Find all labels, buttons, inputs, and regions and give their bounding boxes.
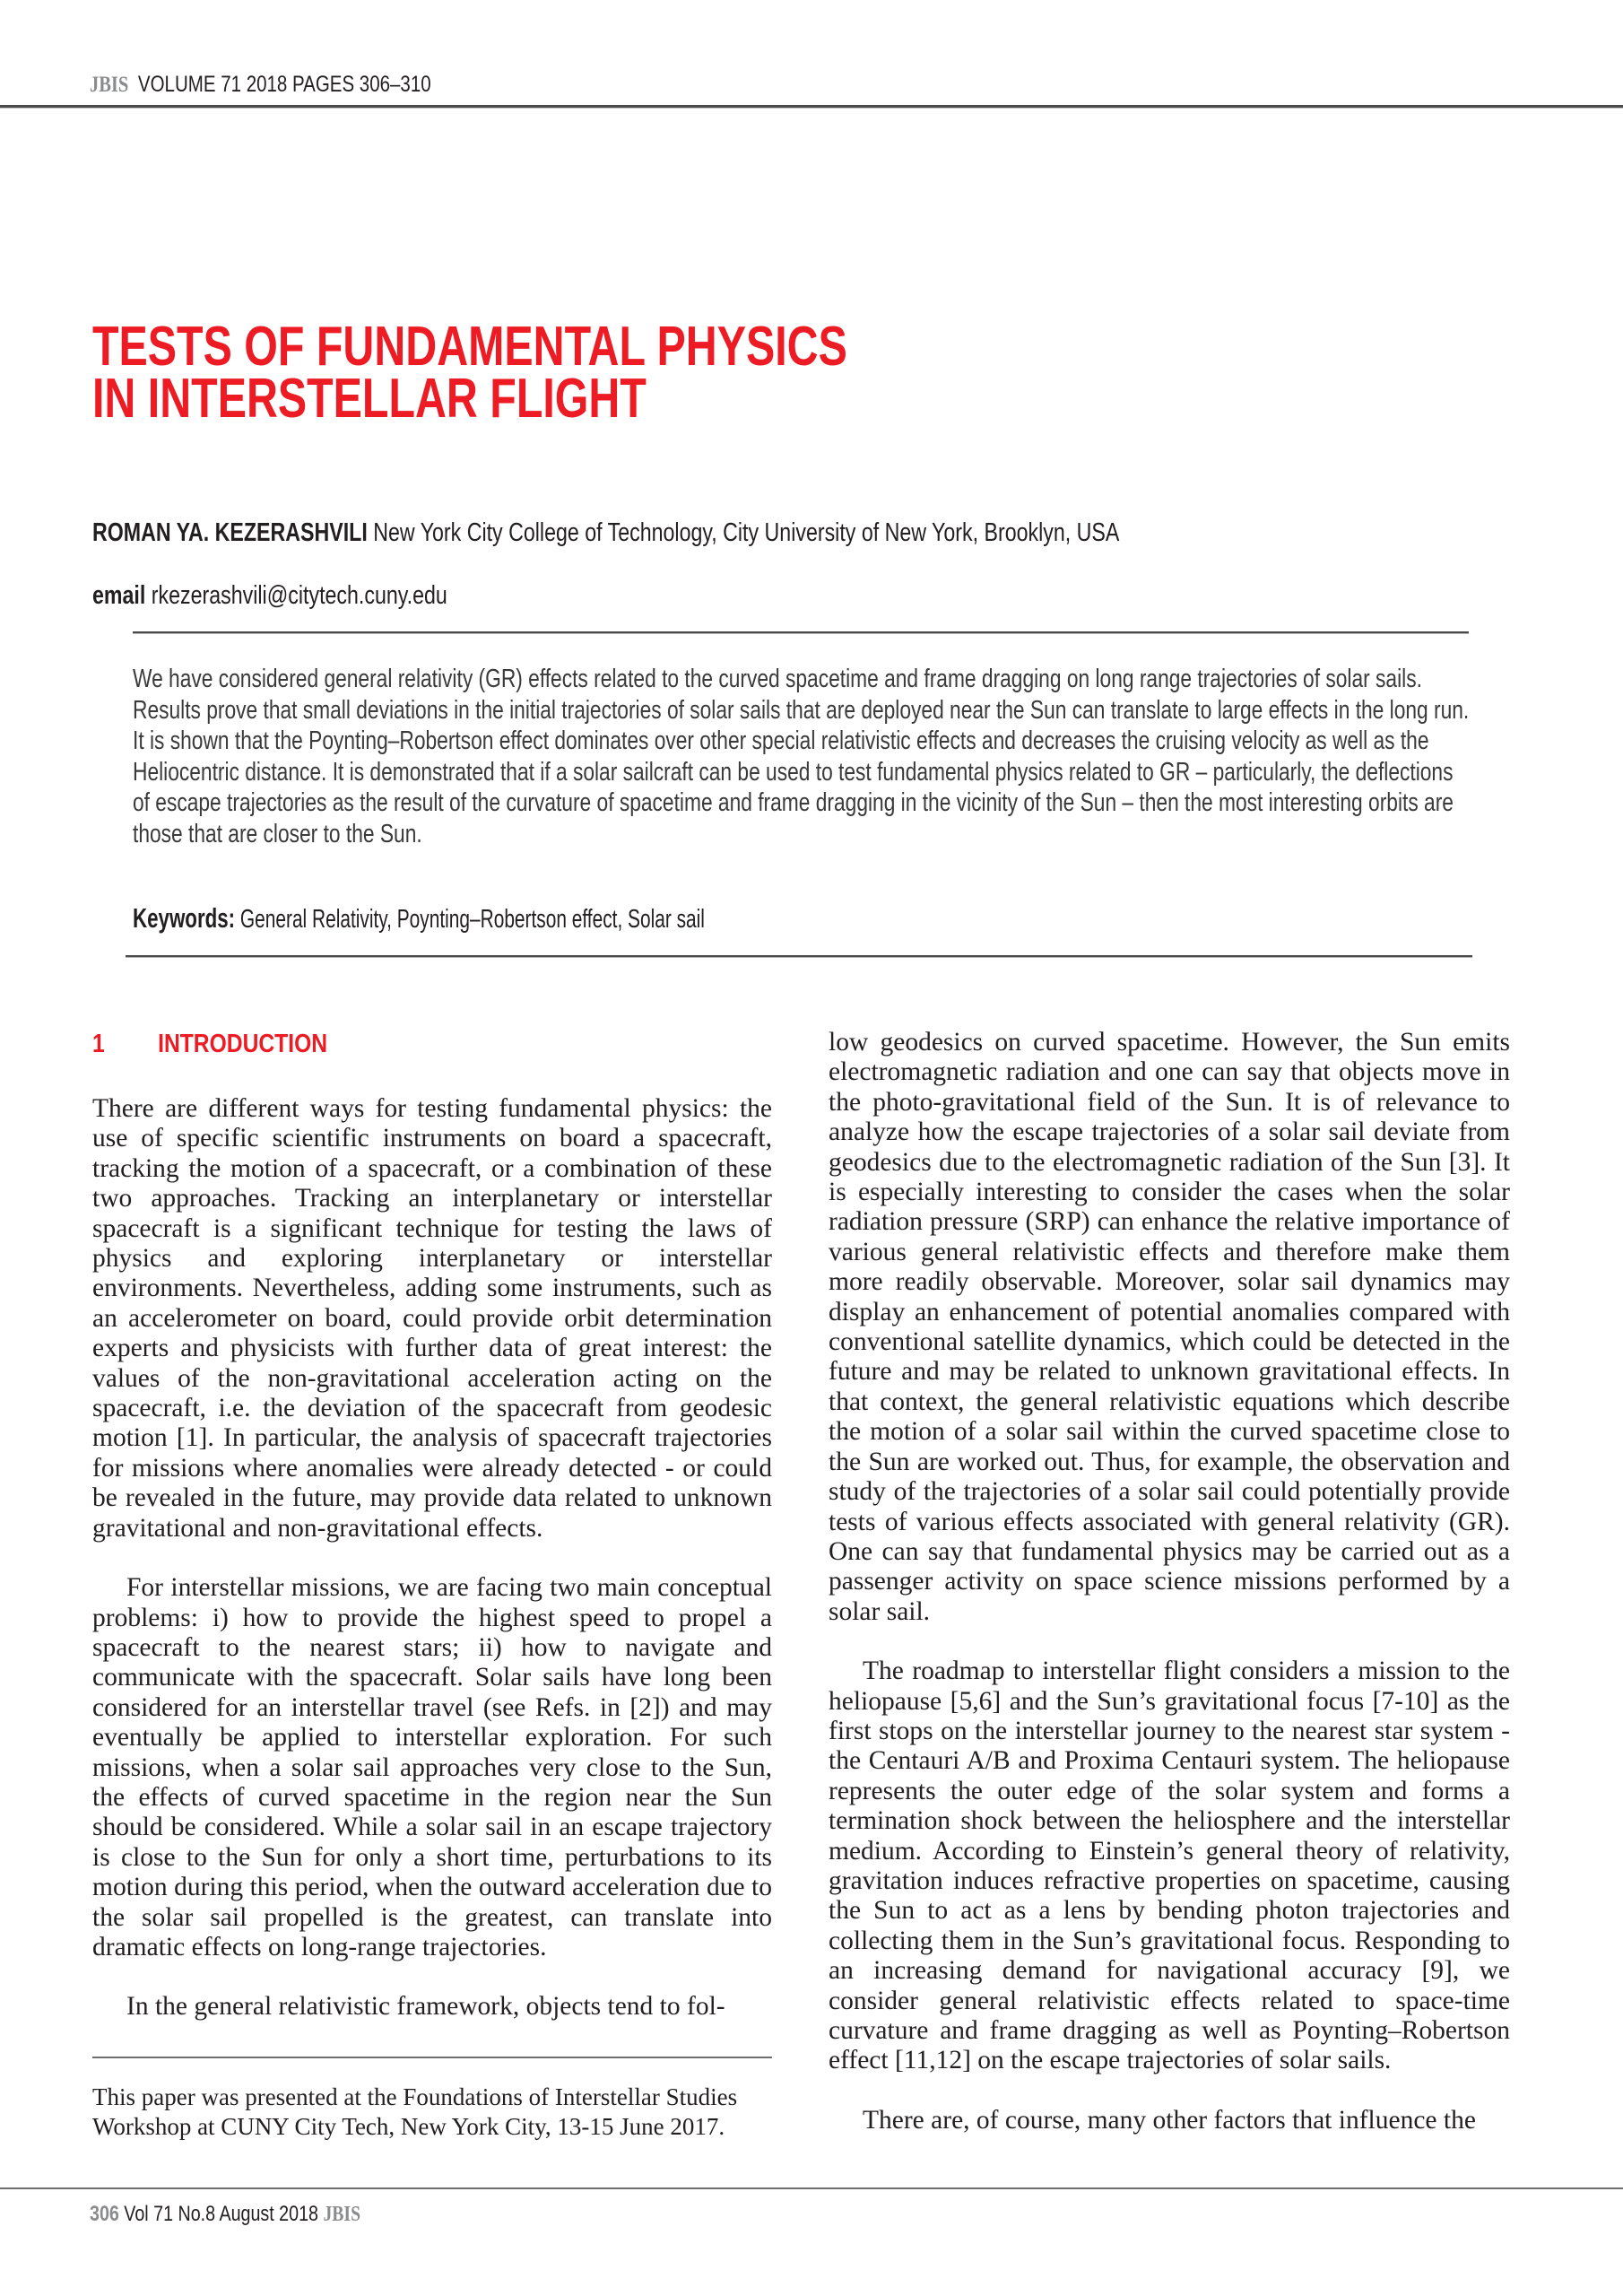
section-number: 1 [92,1030,105,1058]
body-column-left [92,1094,772,2022]
email-label: email [92,581,146,610]
article-title [92,316,847,430]
abstract-divider-bottom [126,955,1472,958]
title-line-1: TESTS OF FUNDAMENTAL PHYSICS [92,316,847,378]
footnote-text: This paper was presented at the Foundations of Interstellar Studies Workshop at CUNY City Tech, New York City, 13-15 June 2017. [92,2083,738,2141]
journal-logo: JBIS [90,73,129,97]
abstract-text: We have considered general relativity (GR) effects related to the curved spacetime and frame dragging on long range trajectories of solar sails. Results prove that small deviations in the initial trajectories of solar sails that are deployed near the Sun can translate to large effects in the long run. It is shown that the Poynting–Robertson effect dominates over other special relativistic effects and decreases the cruising velocity as well as the Heliocentric distance. It is demonstrated that if a solar sailcraft can be used to test fundamental physics related to GR – particularly, the deflections of escape trajectories as the result of the curvature of spacetime and frame dragging in the vicinity of the Sun – then the most interesting orbits are those that are closer to the Sun. [133,665,1470,848]
footnote-divider [92,2057,772,2058]
author-affiliation: New York City College of Technology, City University of New York, Brooklyn, USA [373,518,1120,547]
paragraph: In the general relativistic framework, objects tend to fol- [126,1992,725,2022]
journal-logo-footer: JBIS [323,2203,361,2226]
running-header [90,72,431,98]
paragraph: The roadmap to interstellar flight considers a mission to the heliopause [5,6] and the Sun’s gravitational focus [7-10] as the first stops on the interstellar journey to the nearest star system - the Centauri A/B and Proxima Centauri system. The heliopause represents the outer edge of the solar system and forms a termination shock between the heliosphere and the interstellar medium. According to Einstein’s general theory of relativity, gravitation induces refractive properties on spacetime, causing the Sun to act as a lens by bending photon trajectories and collecting them in the Sun’s gravitational focus. Responding to an increasing demand for navigational accuracy [9], we consider general relativistic effects related to space-time curvature and frame dragging as well as Poynting–Robertson effect [11,12] on the escape trajectories of solar sails. [829,1657,1510,2075]
running-footer [90,2202,360,2227]
page-number: 306 [90,2202,119,2226]
keywords-label: Keywords: [133,902,236,934]
email-line [92,581,447,611]
paragraph: There are, of course, many other factors that influence the [863,2105,1476,2135]
abstract [133,664,1471,849]
author-line [92,518,1119,548]
abstract-divider-top [133,631,1469,634]
section-heading [92,1030,327,1059]
issue-info: Vol 71 No.8 August 2018 [124,2202,318,2226]
title-line-2: IN INTERSTELLAR FLIGHT [92,368,647,430]
body-column-right [829,1028,1510,2135]
volume-info: VOLUME 71 2018 PAGES 306–310 [137,72,431,97]
author-name: ROMAN YA. KEZERASHVILI [92,518,368,547]
footer-divider [0,2187,1623,2189]
keywords-list: General Relativity, Poynting–Robertson effect, Solar sail [239,905,705,934]
footnote [92,2083,772,2143]
keywords [133,902,705,935]
section-title: INTRODUCTION [158,1030,328,1058]
paragraph: There are different ways for testing fundamental physics: the use of specific scientific instruments on board a spacecraft, tracking the motion of a spacecraft, or a combination of these two approaches. Tracking an interplanetary or interstellar spacecraft is a significant technique for testing the laws of physics and exploring interplanetary or interstellar environments. Nevertheless, adding some instruments, such as an accelerometer on board, could provide orbit determination experts and physicists with further data of great interest: the values of the non-gravitational acceleration acting on the spacecraft, i.e. the deviation of the spacecraft from geodesic motion [1]. In particular, the analysis of spacecraft trajectories for missions where anomalies were already detected - or could be revealed in the future, may provide data related to unknown gravitational and non-gravitational effects. [92,1094,772,1543]
paragraph: For interstellar missions, we are facing two main conceptual problems: i) how to provide the highest speed to propel a spacecraft to the nearest stars; ii) how to navigate and communicate with the spacecraft. Solar sails have long been considered for an interstellar travel (see Refs. in [2]) and may eventually be applied to interstellar exploration. For such missions, when a solar sail approaches very close to the Sun, the effects of curved spacetime in the region near the Sun should be considered. While a solar sail in an escape trajectory is close to the Sun for only a short time, perturbations to its motion during this period, when the outward acceleration due to the solar sail propelled is the greatest, can translate into dramatic effects on long-range trajectories. [92,1573,772,1961]
email-link[interactable]: rkezerashvili@citytech.cuny.edu [151,581,447,610]
paragraph: low geodesics on curved spacetime. However, the Sun emits electromagnetic radiation and one can say that objects move in the photo-gravitational field of the Sun. It is of relevance to analyze how the escape trajectories of a solar sail deviate from geodesics due to the electromagnetic radiation of the Sun [3]. It is especially interesting to consider the cases when the solar radiation pressure (SRP) can enhance the relative importance of various general relativistic effects and therefore make them more readily observable. Moreover, solar sail dynamics may display an enhancement of potential anomalies compared with conventional satellite dynamics, which could be detected in the future and may be related to unknown gravitational effects. In that context, the general relativistic equations which describe the motion of a solar sail within the curved spacetime close to the Sun are worked out. Thus, for example, the observation and study of the trajectories of a solar sail could potentially provide tests of various effects associated with general relativity (GR). One can say that fundamental physics may be carried out as a passenger activity on space science missions performed by a solar sail. [829,1028,1510,1626]
header-divider [0,105,1623,109]
